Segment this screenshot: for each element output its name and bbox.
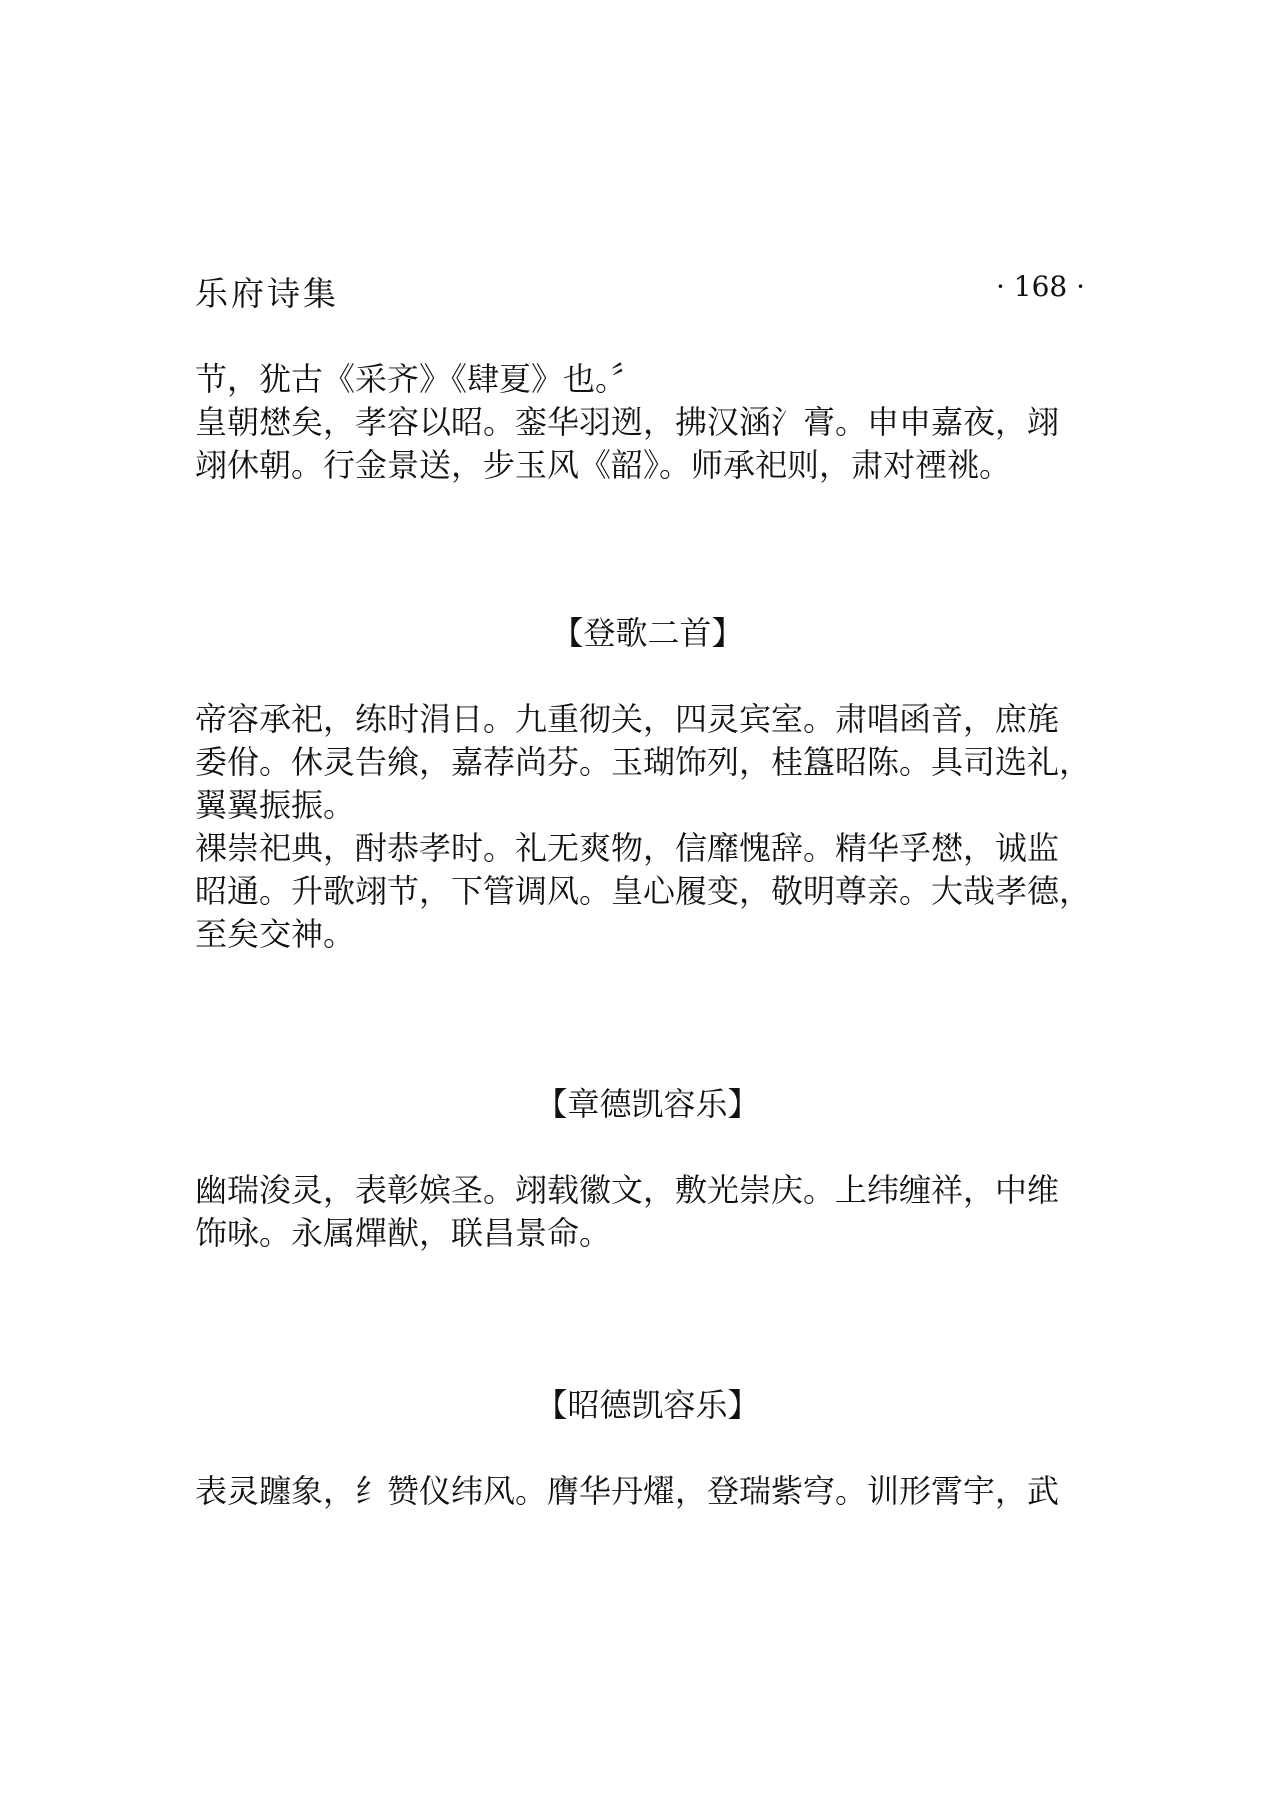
document-page	[195, 0, 1115, 1795]
intro-paragraph	[195, 358, 1100, 487]
section-heading: 【登歌二首】	[551, 614, 744, 652]
page-number: · 168 ·	[995, 270, 1085, 303]
section-heading: 【章德凯容乐】	[535, 1085, 760, 1123]
text-line: 翼翼振振。	[195, 786, 356, 824]
text-line: 饰咏。永属燀猷，联昌景命。	[195, 1214, 612, 1252]
text-line: 幽瑞浚灵，表彰嫔圣。翊载徽文，敷光崇庆。上纬缠祥，中维	[195, 1171, 1060, 1209]
text-line: 裸崇祀典，酎恭孝时。礼无爽物，信靡愧辞。精华孚𢡟，诚监	[195, 829, 1060, 867]
text-line: 表灵躔象，纟赞仪纬风。膺华丹燿，登瑞紫穹。训形霄宇，武	[195, 1472, 1060, 1510]
section-heading: 【昭德凯容乐】	[535, 1386, 760, 1424]
text-line: 委佾。休灵告飨，嘉荐尚芬。玉瑚饰列，桂簋昭陈。具司选礼，	[195, 743, 1092, 781]
poem-paragraph	[195, 1470, 1100, 1513]
text-line: 至矣交神。	[195, 915, 356, 953]
book-title: 乐府诗集	[195, 274, 339, 313]
poem-paragraph	[195, 827, 1100, 956]
text-line: 昭通。升歌翊节，下管调风。皇心履变，敬明尊亲。大哉孝德，	[195, 872, 1092, 910]
page-header	[195, 268, 1085, 318]
text-line: 节，犹古《采齐》《肆夏》也。〞	[195, 360, 644, 398]
text-line: 翊休朝。行金景送，步玉风《韶》。师承祀则，肃对禋祧。	[195, 446, 1012, 484]
poem-paragraph	[195, 1169, 1100, 1255]
text-line: 帝容承祀，练时涓日。九重彻关，四灵宾室。肃唱函音，庶旄	[195, 700, 1060, 738]
text-line: 皇朝𢡟矣，孝容以昭。銮华羽迾，拂汉涵氵膏。申申嘉夜，翊	[195, 403, 1060, 441]
poem-paragraph	[195, 698, 1100, 827]
